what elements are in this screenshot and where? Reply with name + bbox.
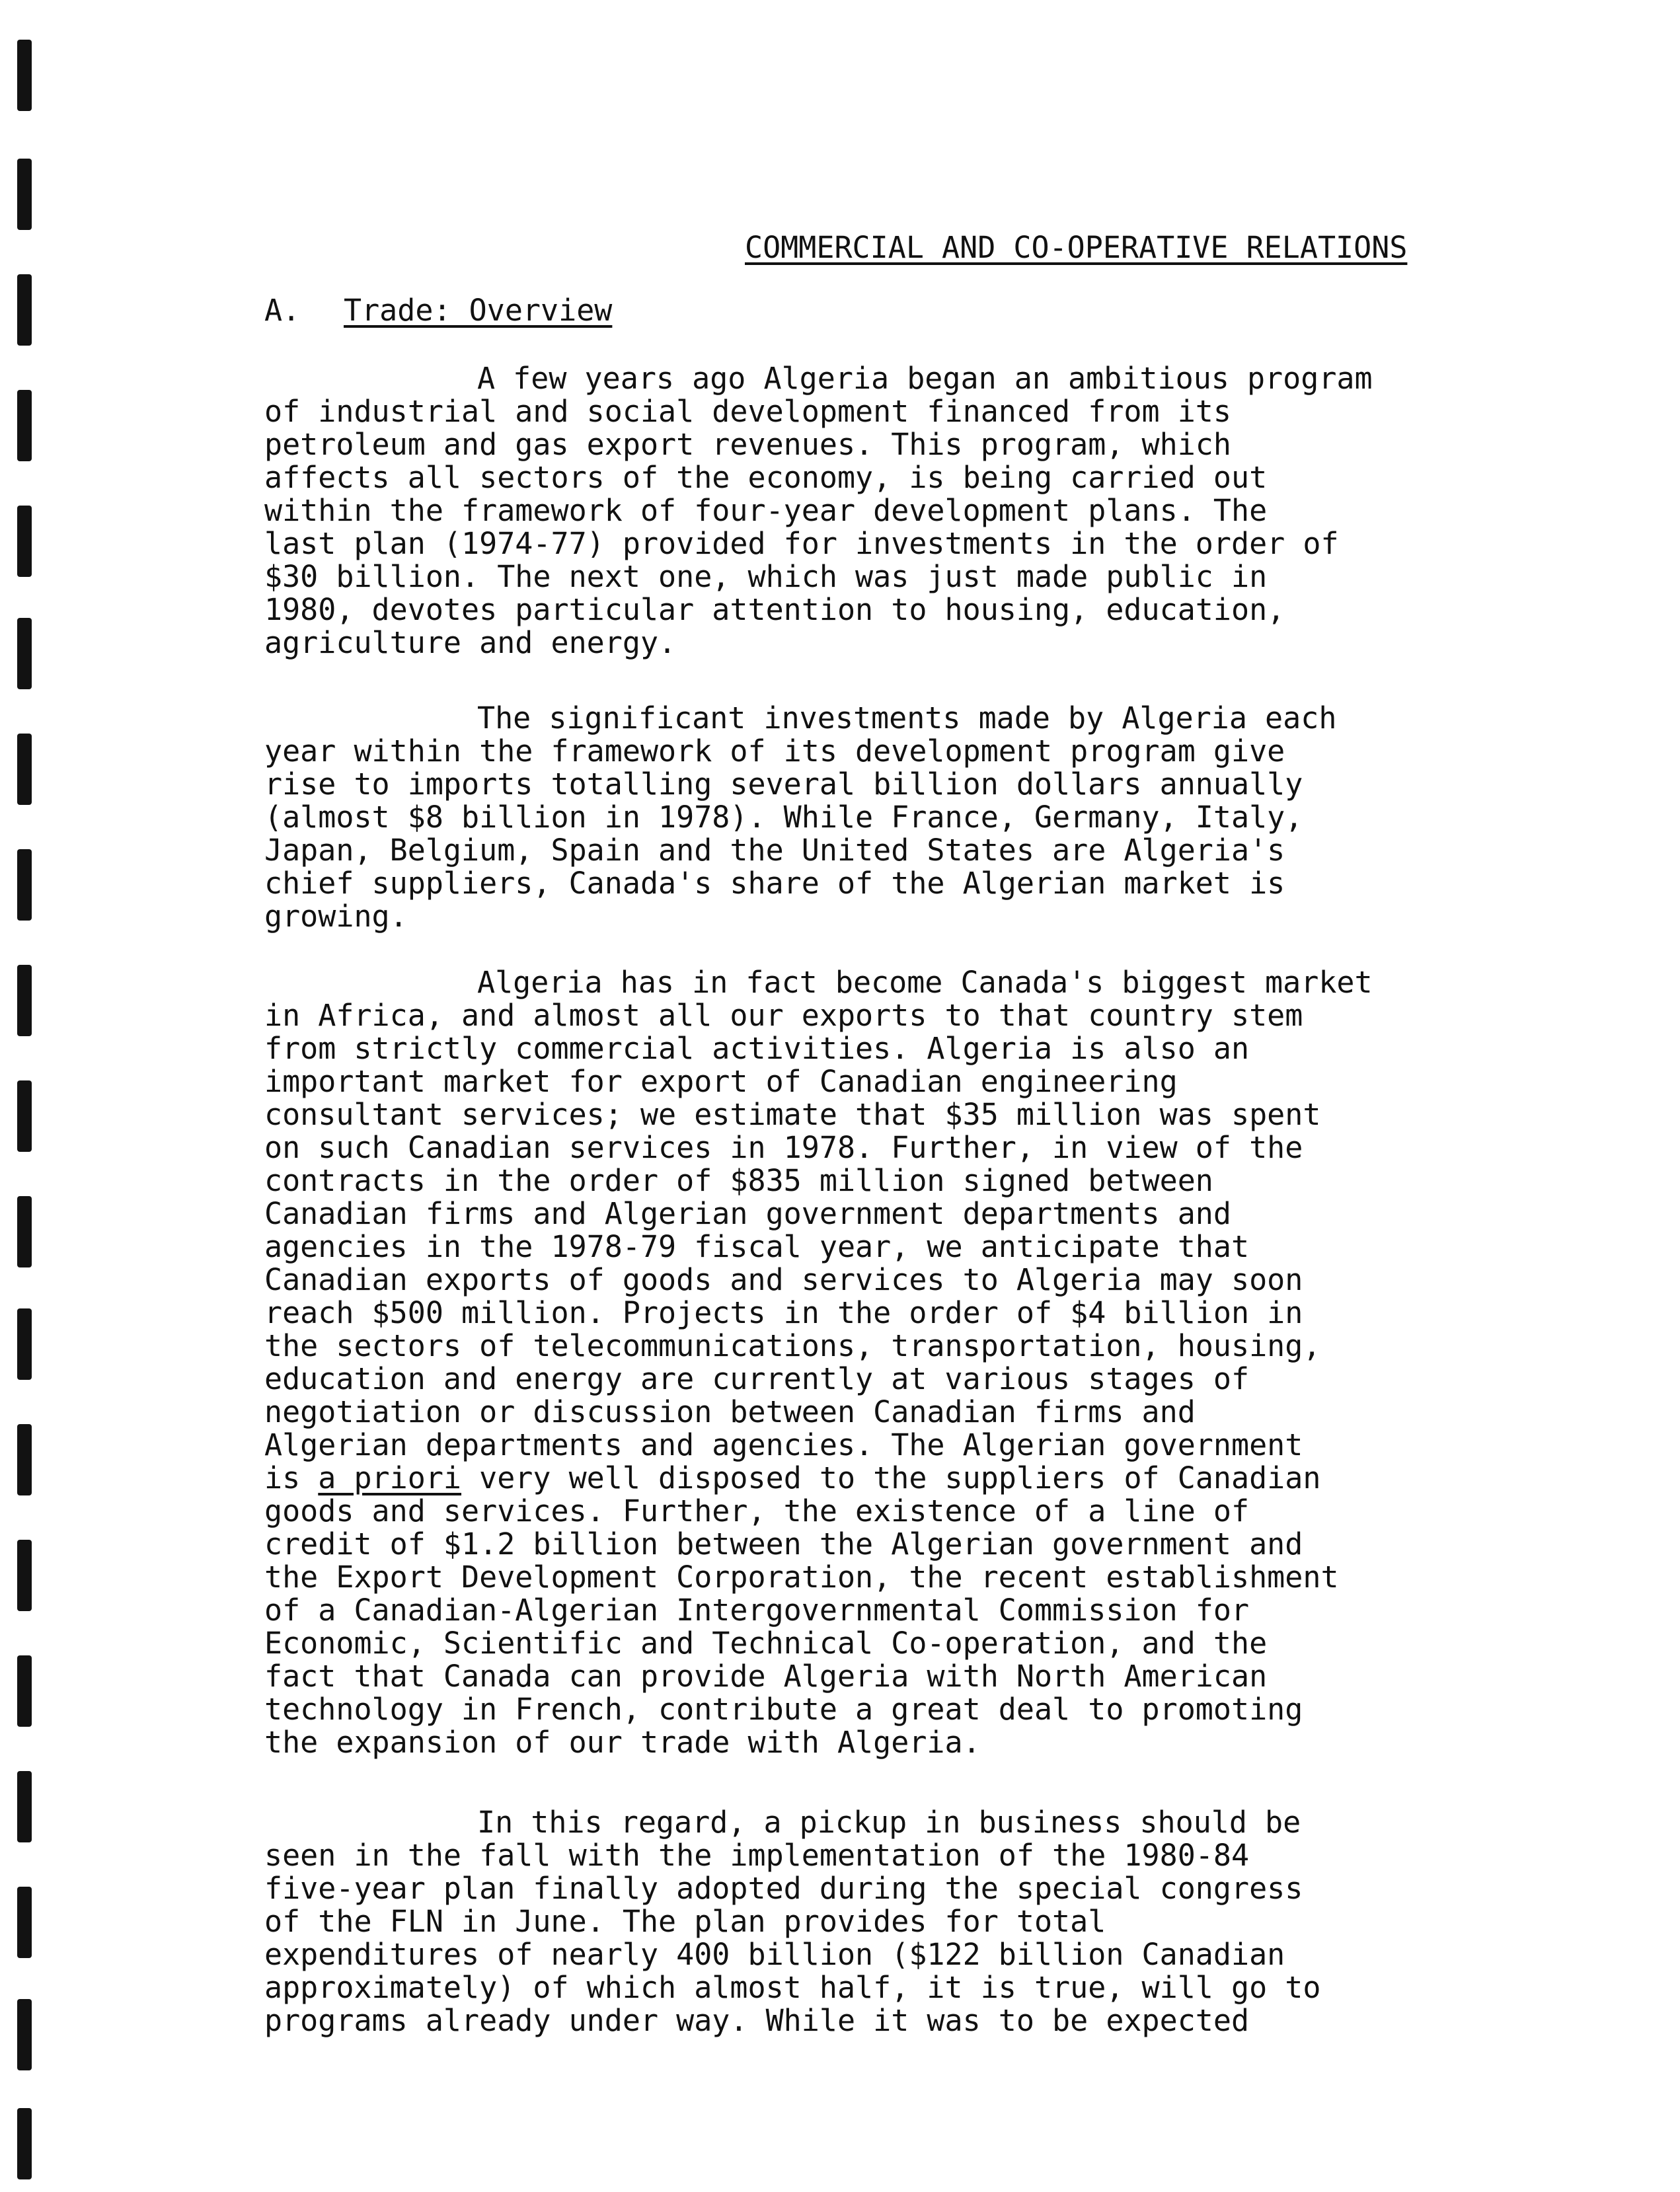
binding-hole — [17, 965, 32, 1036]
section-heading — [264, 294, 612, 327]
binding-hole — [17, 274, 32, 346]
paragraph — [264, 702, 1494, 933]
binding-hole — [17, 2108, 32, 2179]
paragraph — [264, 1806, 1494, 2037]
binding-hole — [17, 1540, 32, 1611]
binding-hole — [17, 1887, 32, 1958]
emphasis-a-priori: a priori — [318, 1460, 462, 1495]
binding-hole — [17, 1080, 32, 1152]
section-letter: A. — [264, 293, 301, 328]
binding-hole — [17, 506, 32, 577]
binding-hole — [17, 618, 32, 689]
paragraph-text: A few years ago Algeria began an ambitious program of industrial and social development financed from its petroleum and gas export revenues. This program, which affects all sectors of the economy, is being carried out within the framework of four-year development plans. The last plan (1974-77) provided for investments in the order of $30 billion. The next one, which was just made public in 1980, devotes particular attention to housing, education, agriculture and energy. — [264, 361, 1373, 660]
binding-hole — [17, 40, 32, 111]
binding-hole — [17, 159, 32, 230]
paragraph — [264, 966, 1494, 1759]
binding-holes — [13, 40, 40, 2181]
binding-hole — [17, 734, 32, 805]
binding-hole — [17, 1771, 32, 1842]
paragraph-text: Algeria has in fact become Canada's biggest market in Africa, and almost all our exports to that country stem from strictly commercial activities. Algeria is also an important market for export of Canadian engineering consultant services; we estimate that $35 million was spent on such Canadian services in 1978. Further, in view of the contracts in the order of $835 million signed between Canadian firms and Algerian government departments and agencies in the 1978-79 fiscal year, we anticipate that Canadian exports of goods and services to Algeria may soon reach $500 million. Projects in the order of $4 billion in the sectors of telecommunications, transportation, housing, education and energy are currently at various stages of negotiation or discussion between Canadian firms and Algerian departments and agencies. The Algerian government is — [264, 965, 1373, 1495]
binding-hole — [17, 849, 32, 921]
binding-hole — [17, 1655, 32, 1727]
paragraph-text: The significant investments made by Algeria each year within the framework of its development program give rise to imports totalling several billion dollars annually (almost $8 billion in 1978). While France, Germany, Italy, Japan, Belgium, Spain and the United States are Algeria's chief suppliers, Canada's share of the Algerian market is growing. — [264, 700, 1337, 934]
paragraph — [264, 362, 1494, 660]
binding-hole — [17, 1424, 32, 1495]
page-title: COMMERCIAL AND CO-OPERATIVE RELATIONS — [745, 230, 1408, 265]
paragraph-text: In this regard, a pickup in business should be seen in the fall with the implementation of the 1980-84 five-year plan finally adopted during the special congress of the FLN in June. The plan provides for total expenditures of nearly 400 billion ($122 billion Canadian approximately) of which almost half, it is true, will go to programs already under way. While it was to be expected — [264, 1805, 1321, 2038]
binding-hole — [17, 1999, 32, 2070]
binding-hole — [17, 390, 32, 461]
paragraph-text: very well disposed to the suppliers of Canadian goods and services. Further, the existence of a line of credit of $1.2 billion between the Algerian government and the Export Development Corporation, the recent establishment of a Canadian-Algerian Intergovernmental Commission for Economic, Scientific and Technical Co-operation, and the fact that Canada can provide Algeria with North American technology in French, contribute a great deal to promoting the expansion of our trade with Algeria. — [264, 1460, 1339, 1760]
binding-hole — [17, 1196, 32, 1267]
section-title: Trade: Overview — [344, 293, 613, 328]
binding-hole — [17, 1308, 32, 1380]
